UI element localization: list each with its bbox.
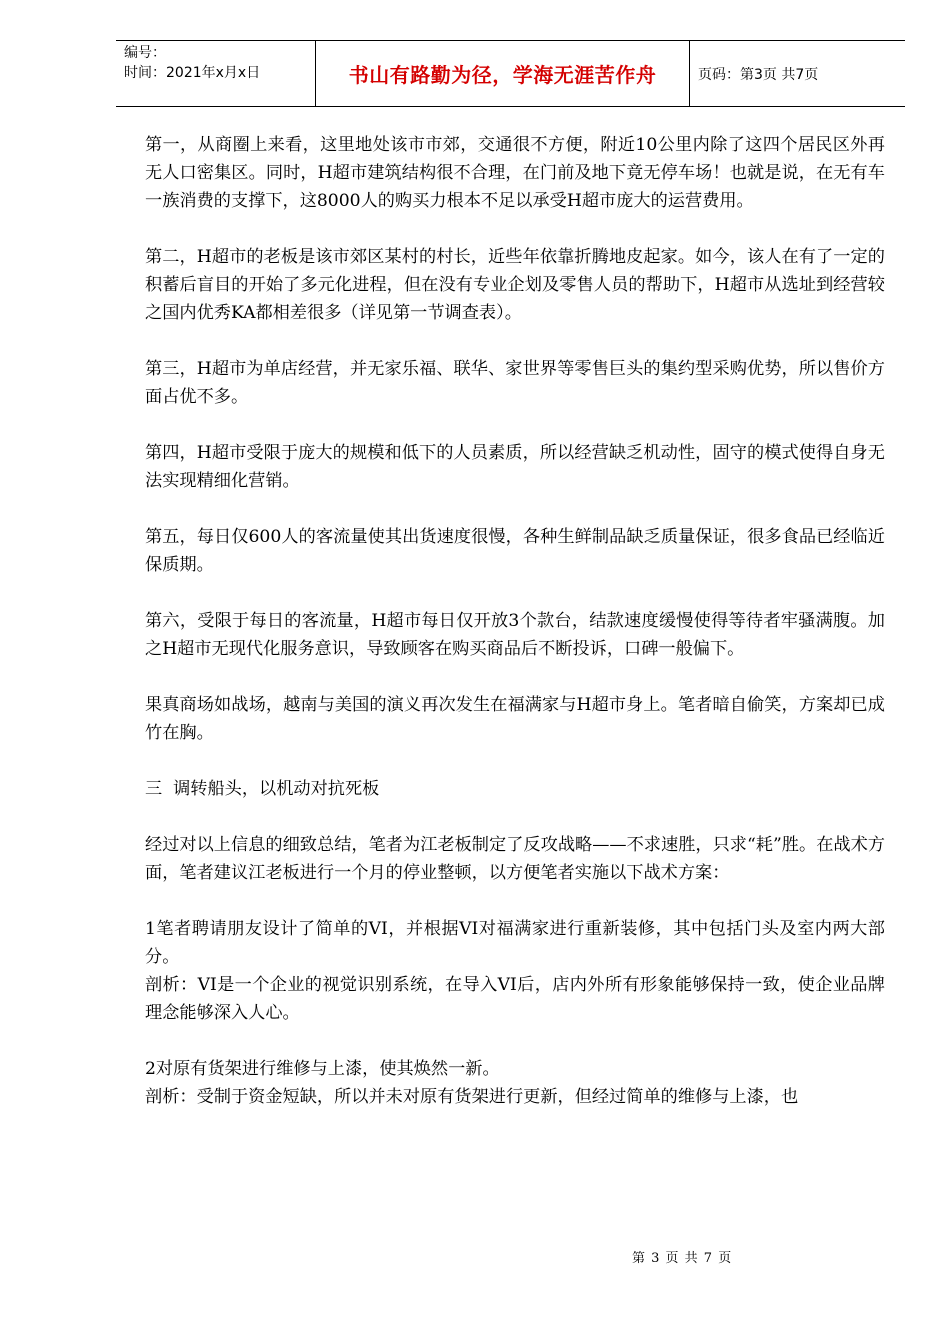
list-item-analysis: 剖析：VI是一个企业的视觉识别系统，在导入VI后，店内外所有形象能够保持一致，使企业品牌理念能够深入人心。 xyxy=(145,975,885,1023)
list-item-analysis: 剖析：受制于资金短缺，所以并未对原有货架进行更新，但经过简单的维修与上漆，也 xyxy=(145,1087,799,1107)
section-heading: 三 调转船头，以机动对抗死板 xyxy=(145,779,380,799)
header-page-info: 页码：第3页 共7页 xyxy=(698,66,819,83)
paragraph: 经过对以上信息的细致总结，笔者为江老板制定了反攻战略——不求速胜，只求“耗”胜。在战术方面，笔者建议江老板进行一个月的停业整顿，以方便笔者实施以下战术方案： xyxy=(145,835,885,883)
document-number-label: 编号： xyxy=(124,45,166,61)
paragraph: 第二，H超市的老板是该市郊区某村的村长，近些年依靠折腾地皮起家。如今，该人在有了一定的积蓄后盲目的开始了多元化进程，但在没有专业企划及零售人员的帮助下，H超市从选址到经营较之国内优秀KA都相差很多（详见第一节调查表）。 xyxy=(145,247,885,323)
paragraph: 第六，受限于每日的客流量，H超市每日仅开放3个款台，结款速度缓慢使得等待者牢骚满腹。加之H超市无现代化服务意识，导致顾客在购买商品后不断投诉，口碑一般偏下。 xyxy=(145,611,885,659)
header-motto: 书山有路勤为径，学海无涯苦作舟 xyxy=(315,41,690,106)
paragraph: 第五，每日仅600人的客流量使其出货速度很慢，各种生鲜制品缺乏质量保证，很多食品已经临近保质期。 xyxy=(145,527,885,575)
paragraph: 果真商场如战场，越南与美国的演义再次发生在福满家与H超市身上。笔者暗自偷笑，方案却已成竹在胸。 xyxy=(145,695,885,743)
document-time-label: 时间：2021年x月x日 xyxy=(124,65,261,81)
list-item-point: 1笔者聘请朋友设计了简单的VI，并根据VI对福满家进行重新装修，其中包括门头及室内两大部分。 xyxy=(145,919,885,967)
document-header xyxy=(116,40,905,107)
document-body xyxy=(145,131,885,1111)
paragraph: 第三，H超市为单店经营，并无家乐福、联华、家世界等零售巨头的集约型采购优势，所以售价方面占优不多。 xyxy=(145,359,885,407)
list-item-point: 2对原有货架进行维修与上漆，使其焕然一新。 xyxy=(145,1059,500,1079)
header-meta xyxy=(116,41,315,106)
paragraph: 第四，H超市受限于庞大的规模和低下的人员素质，所以经营缺乏机动性，固守的模式使得自身无法实现精细化营销。 xyxy=(145,443,885,491)
paragraph: 第一，从商圈上来看，这里地处该市市郊，交通很不方便，附近10公里内除了这四个居民区外再无人口密集区。同时，H超市建筑结构很不合理，在门前及地下竟无停车场！也就是说，在无有车一族消费的支撑下，这8000人的购买力根本不足以承受H超市庞大的运营费用。 xyxy=(145,135,885,211)
page-footer: 第 3 页 共 7 页 xyxy=(632,1251,733,1266)
